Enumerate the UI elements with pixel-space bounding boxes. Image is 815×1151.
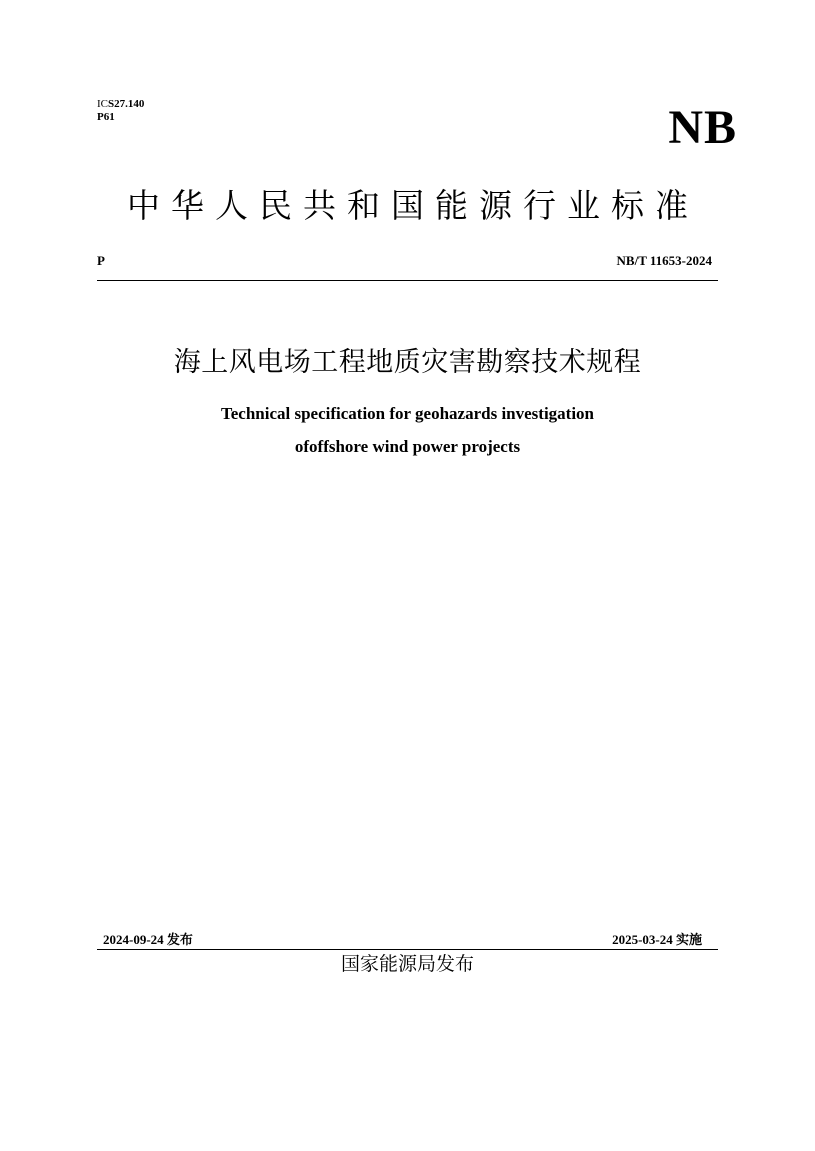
ics-prefix: IC: [97, 98, 108, 110]
ics-number: S27.140: [108, 98, 145, 110]
issuer: 国家能源局发布: [340, 953, 474, 975]
implementation-date: 2025-03-24: [612, 932, 673, 947]
document-title-chinese: 海上风电场工程地质灾害勘察技术规程: [173, 347, 642, 378]
issue-label: 发布: [166, 933, 193, 948]
footer-divider: [97, 949, 718, 950]
issue-date-block: [103, 929, 193, 948]
header-divider: [97, 280, 718, 281]
ccs-code: P61: [97, 111, 115, 123]
nb-logo: NB: [668, 101, 737, 154]
document-title-english-line2: ofoffshore wind power projects: [294, 437, 521, 456]
ics-code: [97, 98, 144, 111]
classification-code: P: [97, 253, 105, 268]
standard-number: NB/T 11653-2024: [616, 253, 712, 268]
ics-block: [97, 98, 144, 124]
issue-date: 2024-09-24: [103, 932, 164, 947]
standard-category-title: 中华人民共和国能源行业标准: [127, 186, 699, 225]
document-title-english-line1: Technical specification for geohazards investigation: [220, 404, 595, 423]
implementation-label: 实施: [675, 933, 702, 948]
implementation-date-block: [612, 929, 702, 948]
